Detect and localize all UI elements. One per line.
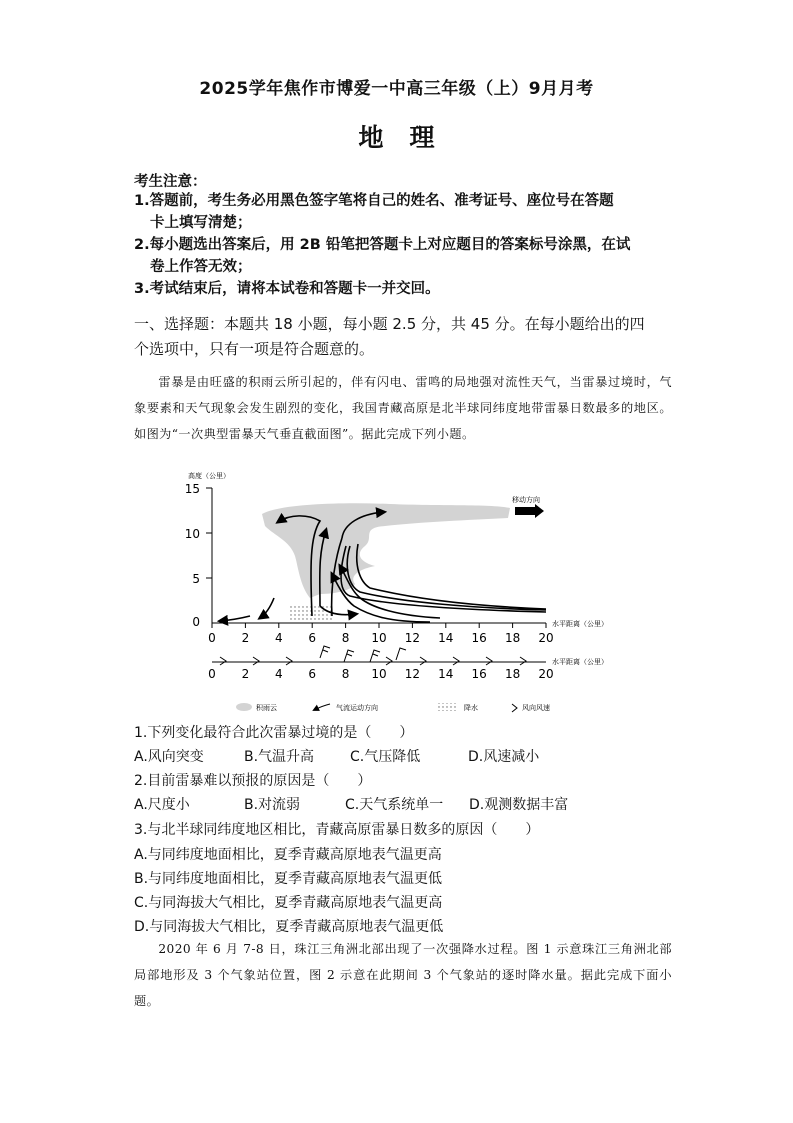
legend-cloud-swatch (236, 703, 252, 711)
option[interactable]: B.气温升高 (244, 749, 315, 765)
option[interactable]: A.风向突变 (134, 749, 204, 765)
question-1-options (134, 746, 674, 766)
option[interactable]: C.天气系统单一 (345, 797, 444, 813)
y-tick-0: 0 (192, 615, 200, 629)
question-3-stem: 3.与北半球同纬度地区相比，青藏高原雷暴日数多的原因（ ） (134, 822, 540, 838)
x2-tick: 18 (504, 667, 521, 681)
x2-tick: 0 (208, 667, 216, 681)
x-tick: 18 (504, 631, 521, 645)
subject-title: 地理 (358, 123, 461, 152)
y-tick-10: 10 (184, 527, 200, 541)
x-tick: 4 (274, 631, 283, 645)
x2-tick: 14 (438, 667, 454, 681)
notice-item-2: 2.每小题选出答案后，用 2B 铅笔把答题卡上对应题目的答案标号涂黑，在试 卷上作答无效； (134, 237, 631, 275)
option[interactable]: B.对流弱 (244, 797, 301, 813)
x2-tick: 2 (241, 667, 250, 681)
x-tick: 10 (371, 631, 387, 645)
option[interactable]: D.风速减小 (468, 749, 540, 765)
x-tick: 0 (208, 631, 216, 645)
x2-tick: 12 (404, 667, 421, 681)
option[interactable]: D.观测数据丰富 (469, 797, 569, 813)
option[interactable]: C.气压降低 (350, 749, 421, 765)
thunderstorm-figure (170, 466, 630, 721)
legend-wind: 风向风速 (522, 704, 550, 712)
passage-precipitation: 2020 年 6 月 7-8 日，珠江三角洲北部出现了一次强降水过程。图 1 示意珠江三角洲北部局部地形及 3 个气象站位置，图 2 示意在此期间 3 个气象站的逐时降水量。据此完成下面小题。 (134, 942, 672, 1008)
y-axis-label: 高度（公里） (188, 472, 230, 480)
question-1-stem: 1.下列变化最符合此次雷暴过境的是（ ） (134, 725, 414, 741)
x-axis-label: 水平距离（公里） (552, 620, 608, 628)
legend-airflow: 气流运动方向 (336, 704, 378, 712)
x2-tick: 16 (471, 667, 487, 681)
legend-precip: 降水 (464, 704, 478, 712)
wind-barbs (320, 646, 406, 662)
option[interactable]: C.与同海拔大气相比，夏季青藏高原地表气温更高 (134, 895, 443, 911)
x-tick: 14 (438, 631, 454, 645)
x-tick: 16 (471, 631, 487, 645)
legend-precip-swatch (436, 703, 458, 711)
notice-heading: 考生注意： (134, 174, 207, 190)
x2-tick: 8 (341, 667, 350, 681)
x-tick: 2 (241, 631, 250, 645)
x-tick: 12 (404, 631, 421, 645)
option[interactable]: A.尺度小 (134, 797, 190, 813)
legend-cloud: 积雨云 (256, 704, 277, 712)
notice-item-3: 3.考试结束后，请将本试卷和答题卡一并交回。 (134, 281, 440, 297)
x-tick: 20 (538, 631, 554, 645)
x2-tick: 4 (274, 667, 283, 681)
passage-thunderstorm: 雷暴是由旺盛的积雨云所引起的，伴有闪电、雷鸣的局地强对流性天气，当雷暴过境时，气象要素和天气现象会发生剧烈的变化，我国青藏高原是北半球同纬度地带雷暴日数最多的地区。如图为“一次典型雷暴天气垂直截面图”。据此完成下列小题。 (134, 375, 672, 441)
legend-wind-icon (512, 704, 517, 712)
option[interactable]: D.与同海拔大气相比，夏季青藏高原地表气温更低 (134, 919, 444, 935)
cumulonimbus-cloud (262, 503, 510, 598)
x-tick: 6 (308, 631, 317, 645)
question-2-options (134, 794, 674, 814)
precipitation-area (288, 604, 332, 622)
move-direction-label: 移动方向 (512, 496, 540, 504)
y-tick-5: 5 (192, 572, 200, 586)
section-heading: 一、选择题：本题共 18 小题，每小题 2.5 分，共 45 分。在每小题给出的四 个选项中，只有一项是符合题意的。 (134, 315, 645, 358)
notice-list (134, 190, 674, 300)
x2-tick: 10 (371, 667, 387, 681)
x2-axis-label: 水平距离（公里） (552, 658, 608, 666)
x2-tick: 20 (538, 667, 554, 681)
legend-airflow-icon (314, 704, 330, 710)
option[interactable]: B.与同纬度地面相比，夏季青藏高原地表气温更低 (134, 871, 443, 887)
option[interactable]: A.与同纬度地面相比，夏季青藏高原地表气温更高 (134, 847, 442, 863)
move-direction-arrow (515, 504, 544, 518)
x-tick: 8 (341, 631, 350, 645)
y-tick-15: 15 (184, 482, 200, 496)
notice-item-1: 1.答题前，考生务必用黑色签字笔将自己的姓名、准考证号、座位号在答题 卡上填写清楚； (134, 193, 614, 231)
question-2-stem: 2.目前雷暴难以预报的原因是（ ） (134, 773, 372, 789)
exam-title: 2025学年焦作市博爱一中高三年级（上）9月月考 (199, 79, 594, 99)
x2-tick: 6 (308, 667, 317, 681)
